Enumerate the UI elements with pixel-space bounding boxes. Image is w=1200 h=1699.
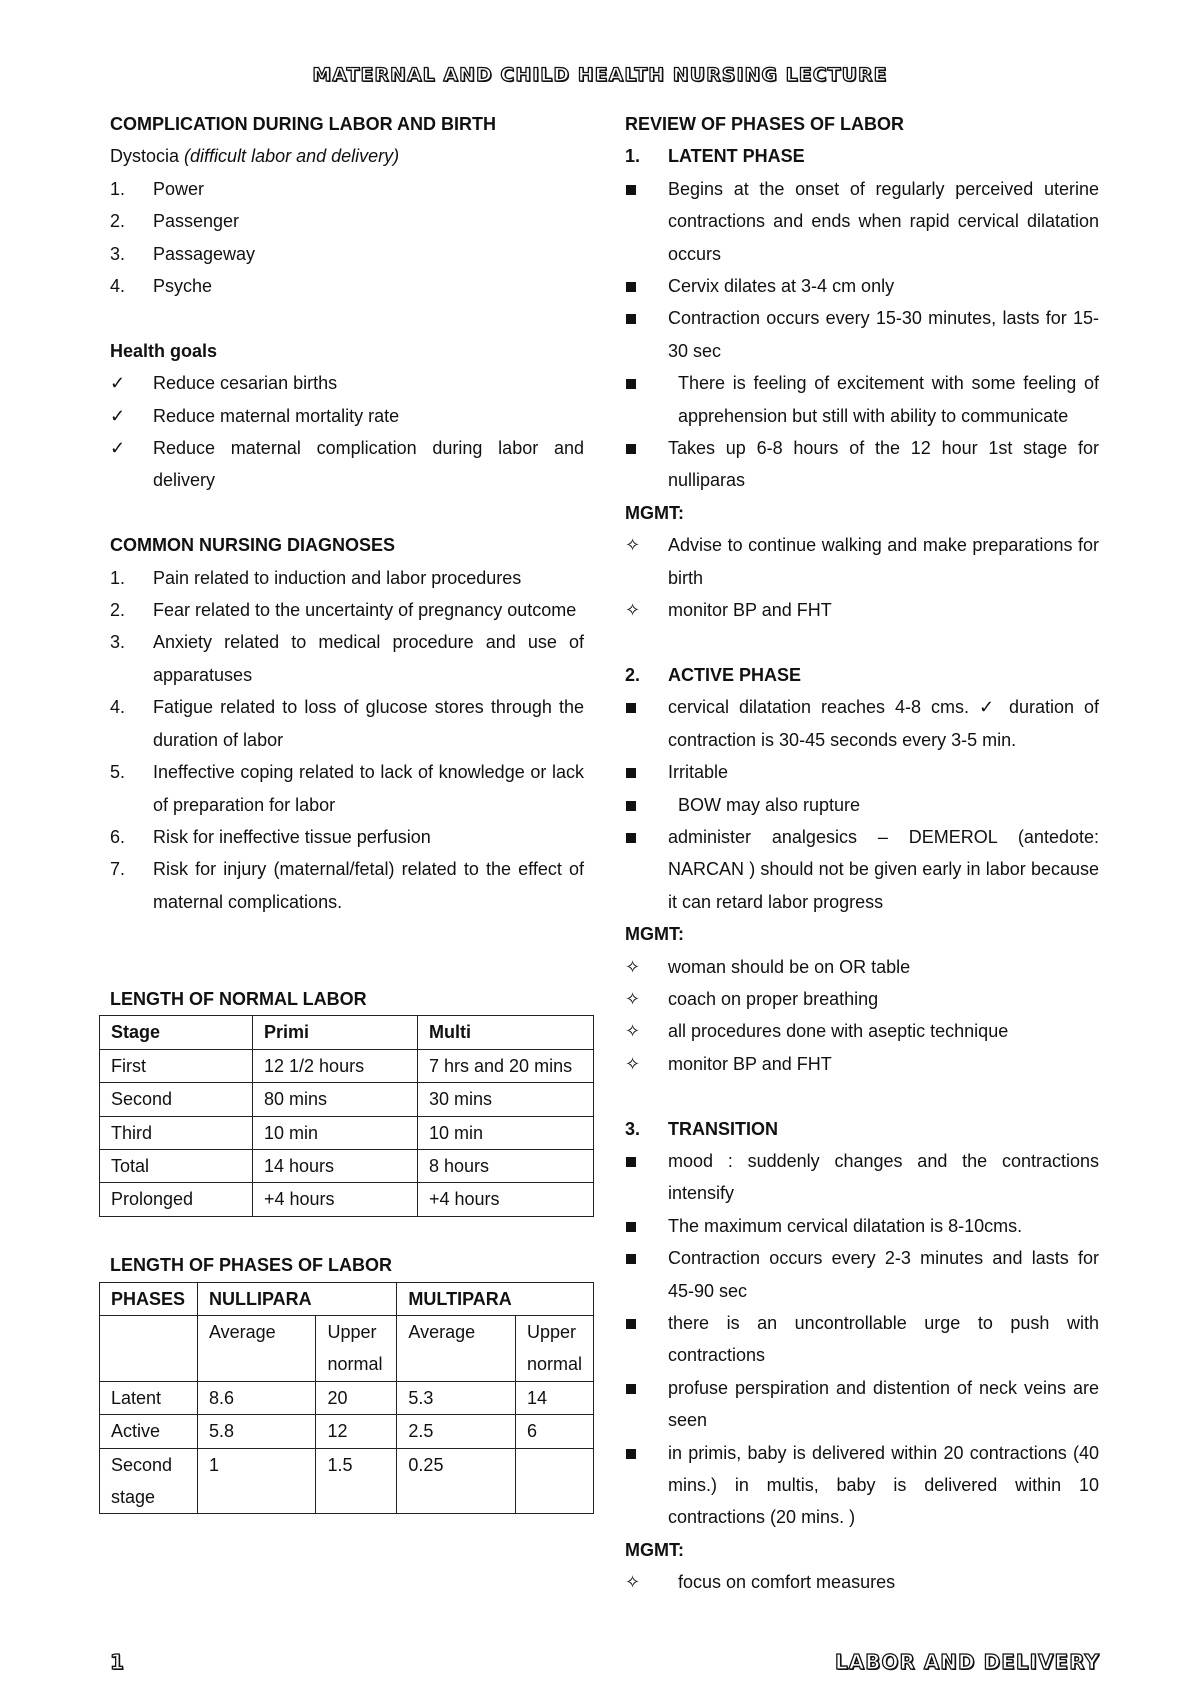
square-bullet-icon	[626, 314, 636, 324]
list-item: ✓ Reduce cesarian births	[110, 367, 584, 399]
page-header-title: MATERNAL AND CHILD HEALTH NURSING LECTURE	[312, 64, 888, 86]
passenger-item: Passenger	[153, 211, 240, 232]
dystocia-line	[110, 140, 584, 172]
psyche-item: Psyche	[153, 276, 213, 297]
passageway-item: Passageway	[153, 243, 256, 264]
square-bullet-icon	[626, 1157, 636, 1167]
checkmark-icon: ✓	[110, 373, 126, 394]
list-item: 5. Ineffective coping related to lack of knowledge or lack of preparation for labor	[110, 762, 584, 815]
list-item: Cervix dilates at 3-4 cm only	[625, 270, 1099, 302]
checkmark-icon: ✓	[110, 438, 126, 459]
dystocia-label: Dystocia	[110, 146, 180, 167]
footer-title: LABOR AND DELIVERY	[835, 1650, 1100, 1674]
list-item: 2. Passenger	[110, 205, 584, 237]
square-bullet-icon	[626, 282, 636, 292]
phases-table-title: LENGTH OF PHASES OF LABOR	[110, 1255, 393, 1276]
list-item: ✧ monitor BP and FHT	[625, 1048, 1099, 1080]
list-item: Contraction occurs every 2-3 minutes and lasts for 45-90 sec	[625, 1242, 1099, 1307]
star-bullet-icon: ✧	[625, 535, 641, 556]
list-item: 3. Anxiety related to medical procedure and use of apparatuses	[110, 632, 584, 685]
list-item: 4. Psyche	[110, 270, 584, 302]
square-bullet-icon	[626, 1384, 636, 1394]
list-item: there is an uncontrollable urge to push with contractions	[625, 1307, 1099, 1372]
square-bullet-icon	[626, 801, 636, 811]
left-column	[110, 108, 584, 1514]
star-bullet-icon: ✧	[625, 1021, 641, 1042]
table-row: Active 5.8 12 2.5 6	[100, 1415, 594, 1448]
list-item: Takes up 6-8 hours of the 12 hour 1st stage for nulliparas	[625, 432, 1099, 497]
right-column	[625, 108, 1099, 1599]
table-row: First 12 1/2 hours 7 hrs and 20 mins	[100, 1049, 594, 1082]
list-item: ✧ monitor BP and FHT	[625, 594, 1099, 626]
list-item: 7. Risk for injury (maternal/fetal) related to the effect of maternal complications.	[110, 859, 584, 912]
review-heading: REVIEW OF PHASES OF LABOR	[625, 114, 905, 134]
square-bullet-icon	[626, 703, 636, 713]
normal-labor-table	[99, 1015, 594, 1216]
list-item: Irritable	[625, 756, 1099, 788]
list-item: Begins at the onset of regularly perceived uterine contractions and ends when rapid cervical dilatation occurs	[625, 173, 1099, 270]
list-item: 6. Risk for ineffective tissue perfusion	[110, 826, 431, 847]
list-item: ✧ Advise to continue walking and make preparations for birth	[625, 529, 1099, 594]
square-bullet-icon	[626, 1319, 636, 1329]
list-item: cervical dilatation reaches 4-8 cms. ✓ duration of contraction is 30-45 seconds every 3-5 min.	[625, 691, 1099, 756]
table-row: Latent 8.6 20 5.3 14	[100, 1381, 594, 1414]
square-bullet-icon	[626, 1222, 636, 1232]
list-item: administer analgesics – DEMEROL (antedote: NARCAN ) should not be given early in labor because it can retard labor progress	[625, 821, 1099, 918]
square-bullet-icon	[626, 185, 636, 195]
star-bullet-icon: ✧	[625, 1053, 641, 1074]
list-item: 4. Fatigue related to loss of glucose stores through the duration of labor	[110, 697, 584, 750]
normal-labor-table-title: LENGTH OF NORMAL LABOR	[110, 988, 367, 1009]
list-item: ✓ Reduce maternal complication during labor and delivery	[110, 432, 584, 497]
star-bullet-icon: ✧	[625, 956, 641, 977]
list-item: There is feeling of excitement with some feeling of apprehension but still with ability to communicate	[625, 367, 1099, 432]
table-row: Third 10 min 10 min	[100, 1116, 594, 1149]
table-row: Prolonged +4 hours +4 hours	[100, 1183, 594, 1216]
star-bullet-icon: ✧	[625, 988, 641, 1009]
active-phase-heading: 2. ACTIVE PHASE	[625, 664, 802, 685]
square-bullet-icon	[626, 833, 636, 843]
list-item: ✧ coach on proper breathing	[625, 983, 1099, 1015]
list-item: ✧ all procedures done with aseptic technique	[625, 1015, 1099, 1047]
list-item: profuse perspiration and distention of neck veins are seen	[625, 1372, 1099, 1437]
dystocia-description: (difficult labor and delivery)	[184, 146, 400, 167]
square-bullet-icon	[626, 444, 636, 454]
table-row: Second stage 1 1.5 0.25	[100, 1448, 594, 1514]
diagnoses-heading: COMMON NURSING DIAGNOSES	[110, 535, 396, 556]
square-bullet-icon	[626, 768, 636, 778]
latent-phase-heading: 1. LATENT PHASE	[625, 146, 805, 167]
list-item: The maximum cervical dilatation is 8-10cms.	[625, 1210, 1099, 1242]
latent-mgmt-label: MGMT:	[625, 502, 684, 523]
star-bullet-icon: ✧	[625, 600, 641, 621]
list-item: 1. Power	[110, 173, 584, 205]
page-number: 1	[110, 1650, 124, 1674]
table-subheader-row: Average Upper normal Average Upper normal	[100, 1315, 594, 1381]
table-header-row: Stage Primi Multi	[100, 1016, 594, 1049]
table-header-row: PHASES NULLIPARA MULTIPARA	[100, 1282, 594, 1315]
phases-table	[99, 1282, 594, 1515]
list-item: BOW may also rupture	[625, 789, 1099, 821]
list-item: ✧ focus on comfort measures	[625, 1566, 1099, 1598]
checkmark-icon: ✓	[110, 405, 126, 426]
complication-heading: COMPLICATION DURING LABOR AND BIRTH	[110, 114, 496, 134]
transition-mgmt-label: MGMT:	[625, 1539, 684, 1560]
power-item: Power	[153, 178, 205, 199]
square-bullet-icon	[626, 379, 636, 389]
square-bullet-icon	[626, 1254, 636, 1264]
table-row: Second 80 mins 30 mins	[100, 1083, 594, 1116]
health-goals-heading: Health goals	[110, 340, 218, 361]
table-row: Total 14 hours 8 hours	[100, 1149, 594, 1182]
active-mgmt-label: MGMT:	[625, 924, 684, 945]
list-item: ✧ woman should be on OR table	[625, 951, 1099, 983]
list-item: mood : suddenly changes and the contractions intensify	[625, 1145, 1099, 1210]
list-item: 3. Passageway	[110, 238, 584, 270]
list-item: 1. Pain related to induction and labor procedures	[110, 567, 522, 588]
square-bullet-icon	[626, 1449, 636, 1459]
transition-heading: 3. TRANSITION	[625, 1118, 778, 1139]
list-item: Contraction occurs every 15-30 minutes, lasts for 15-30 sec	[625, 302, 1099, 367]
list-item: 2. Fear related to the uncertainty of pregnancy outcome	[110, 600, 577, 621]
star-bullet-icon: ✧	[625, 1572, 641, 1593]
list-item: in primis, baby is delivered within 20 contractions (40 mins.) in multis, baby is delivered within 10 contractions (20 mins. )	[625, 1437, 1099, 1534]
list-item: ✓ Reduce maternal mortality rate	[110, 400, 584, 432]
